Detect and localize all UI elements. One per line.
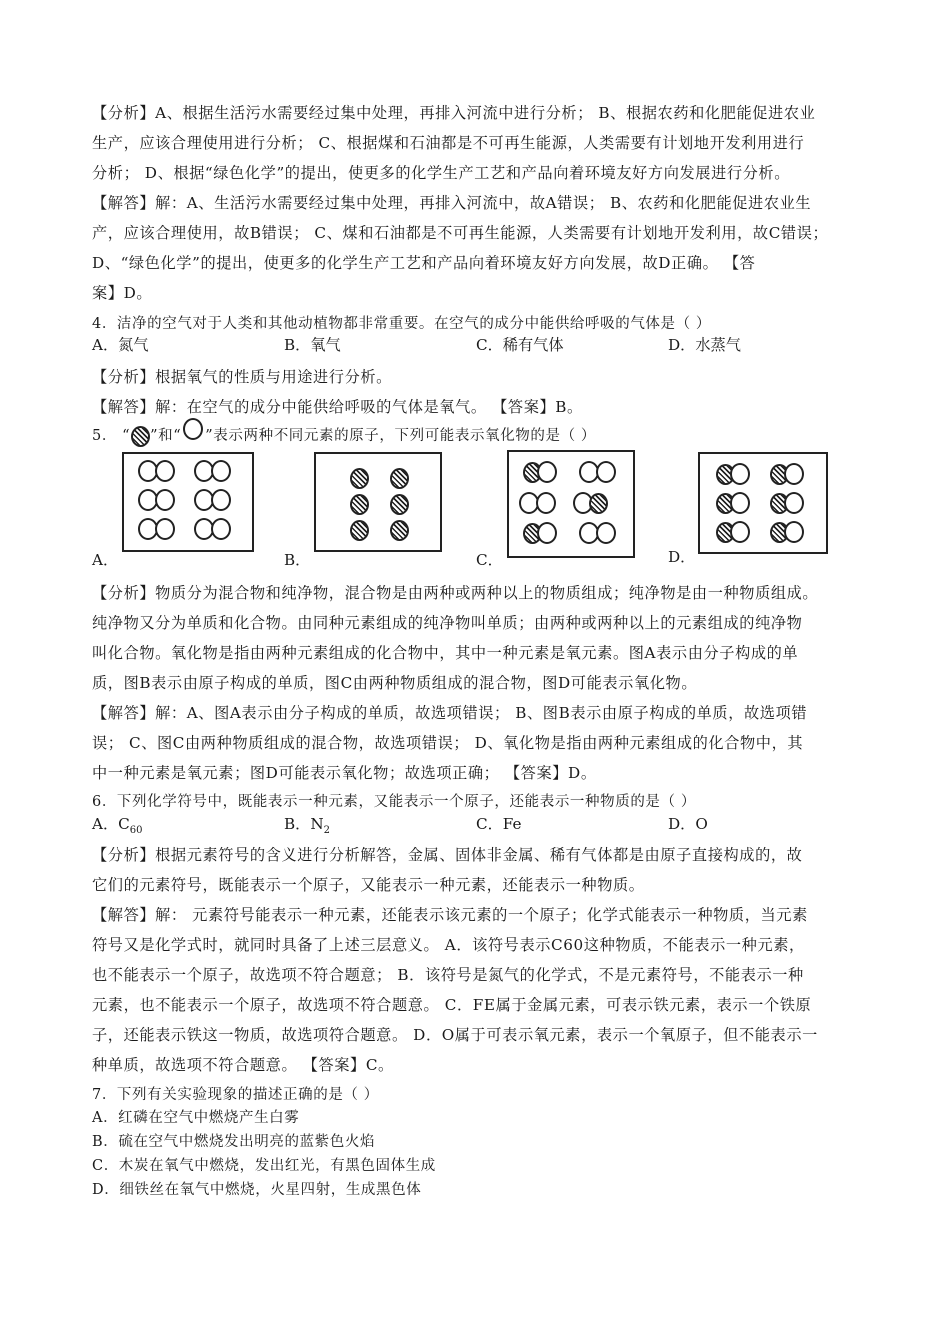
q5-analysis-line-1: 【分析】物质分为混合物和纯净物，混合物是由两种或两种以上的物质组成；纯净物是由一种物质组成。 xyxy=(92,584,819,602)
q6-stem: 6．下列化学符号中，既能表示一种元素，又能表示一个原子，还能表示一种物质的是（ ） xyxy=(92,794,696,810)
hatched-atom-icon xyxy=(130,426,150,446)
q5-option-d: D． xyxy=(668,548,696,566)
q6-option-b: B．$N_2$ xyxy=(284,815,331,837)
q5-solution-line-1: 【解答】解：A、图A表示由分子构成的单质，故选项错误； B、图B表示由原子构成的单质，故选项错 xyxy=(92,704,808,722)
q4-solution: 【解答】解：在空气的成分中能供给呼吸的气体是氧气。 【答案】B。 xyxy=(92,398,583,416)
q6-solution-line-5: 子，还能表示铁这一物质，故选项符合题意。 D．O属于可表示氧元素，表示一个氧原子，但不能表示一 xyxy=(92,1026,818,1044)
q3-analysis-line-1: 【分析】A、根据生活污水需要经过集中处理，再排入河流中进行分析； B、根据农药和化肥能促进农业 xyxy=(92,104,816,122)
q5-analysis-line-4: 质，图B表示由原子构成的单质，图C由两种物质组成的混合物，图D可能表示氧化物。 xyxy=(92,674,698,692)
q6-solution-line-1: 【解答】解： 元素符号能表示一种元素，还能表示该元素的一个原子；化学式能表示一种物质，当元素 xyxy=(92,906,808,924)
q6-solution-line-3: 也不能表示一个原子，故选项不符合题意； B．该符号是氮气的化学式，不是元素符号，不能表示一种 xyxy=(92,966,804,984)
q7-option-a: A．红磷在空气中燃烧产生白雾 xyxy=(92,1110,300,1126)
q6-option-a: A．$C_{60}$ xyxy=(92,815,143,837)
q4-option-c: C．稀有气体 xyxy=(476,336,564,354)
q5-stem-prefix: 5． “ xyxy=(92,428,131,444)
q5-option-c: C． xyxy=(476,551,503,569)
q3-solution-line-1: 【解答】解：A、生活污水需要经过集中处理，再排入河流中，故A错误； B、农药和化肥能促进农业生 xyxy=(92,194,812,212)
figure-a xyxy=(122,452,254,552)
q5-analysis-line-3: 叫化合物。氧化物是指由两种元素组成的化合物中，其中一种元素是氧元素。图A表示由分子构成的单 xyxy=(92,644,799,662)
q5-option-b: B． xyxy=(284,551,311,569)
q3-analysis-line-2: 生产，应该合理使用进行分析； C、根据煤和石油都是不可再生能源，人类需要有计划地开发利用进行 xyxy=(92,134,805,152)
q4-option-a: A．氮气 xyxy=(92,336,149,354)
q4-analysis: 【分析】根据氧气的性质与用途进行分析。 xyxy=(92,368,392,386)
q6-solution-line-6: 种单质，故选项不符合题意。 【答案】C。 xyxy=(92,1056,394,1074)
q4-stem: 4．洁净的空气对于人类和其他动植物都非常重要。在空气的成分中能供给呼吸的气体是（ ） xyxy=(92,316,712,332)
q5-stem-suffix: ”表示两种不同元素的原子，下列可能表示氧化物的是（ ） xyxy=(205,428,597,444)
q3-solution-line-3: D、“绿色化学”的提出，使更多的化学生产工艺和产品向着环境友好方向发展，故D正确。 【答 xyxy=(92,254,756,272)
q7-option-b: B．硫在空气中燃烧发出明亮的蓝紫色火焰 xyxy=(92,1134,376,1150)
q3-analysis-line-3: 分析； D、根据“绿色化学”的提出，使更多的化学生产工艺和产品向着环境友好方向发展进行分析。 xyxy=(92,164,791,182)
q6-analysis-line-1: 【分析】根据元素符号的含义进行分析解答，金属、固体非金属、稀有气体都是由原子直接构成的，故 xyxy=(92,846,803,864)
q5-stem xyxy=(92,424,596,448)
q3-solution-line-2: 产，应该合理使用，故B错误； C、煤和石油都是不可再生能源，人类需要有计划地开发利用，故C错误； xyxy=(92,224,829,242)
q6-solution-line-2: 符号又是化学式时，就同时具备了上述三层意义。 A．该符号表示C60这种物质，不能表示一种元素， xyxy=(92,936,805,954)
q6-option-d: D．O xyxy=(668,815,708,833)
q6-solution-line-4: 元素，也不能表示一个原子，故选项不符合题意。 C．FE属于金属元素，可表示铁元素，表示一个铁原 xyxy=(92,996,812,1014)
q5-option-a: A． xyxy=(92,551,119,569)
q4-option-d: D．水蒸气 xyxy=(668,336,741,354)
figure-c xyxy=(507,450,635,558)
q5-analysis-line-2: 纯净物又分为单质和化合物。由同种元素组成的纯净物叫单质；由两种或两种以上的元素组成的纯净物 xyxy=(92,614,803,632)
q7-option-c: C．木炭在氧气中燃烧，发出红光，有黑色固体生成 xyxy=(92,1158,436,1174)
figure-b xyxy=(314,452,442,552)
q6-analysis-line-2: 它们的元素符号，既能表示一个原子，又能表示一种元素，还能表示一种物质。 xyxy=(92,876,645,894)
q5-solution-line-2: 误； C、图C由两种物质组成的混合物，故选项错误； D、氧化物是指由两种元素组成的化合物中，其 xyxy=(92,734,804,752)
hollow-atom-icon xyxy=(181,418,205,442)
q3-solution-line-4: 案】D。 xyxy=(92,284,153,302)
q6-option-c: C．Fe xyxy=(476,815,522,833)
q5-stem-mid: ”和“ xyxy=(150,428,182,444)
q7-option-d: D．细铁丝在氧气中燃烧，火星四射，生成黑色体 xyxy=(92,1182,422,1198)
q4-option-b: B．氧气 xyxy=(284,336,341,354)
figure-d xyxy=(698,452,828,554)
q7-stem: 7．下列有关实验现象的描述正确的是（ ） xyxy=(92,1087,379,1103)
q5-solution-line-3: 中一种元素是氧元素；图D可能表示氧化物；故选项正确； 【答案】D。 xyxy=(92,764,597,782)
